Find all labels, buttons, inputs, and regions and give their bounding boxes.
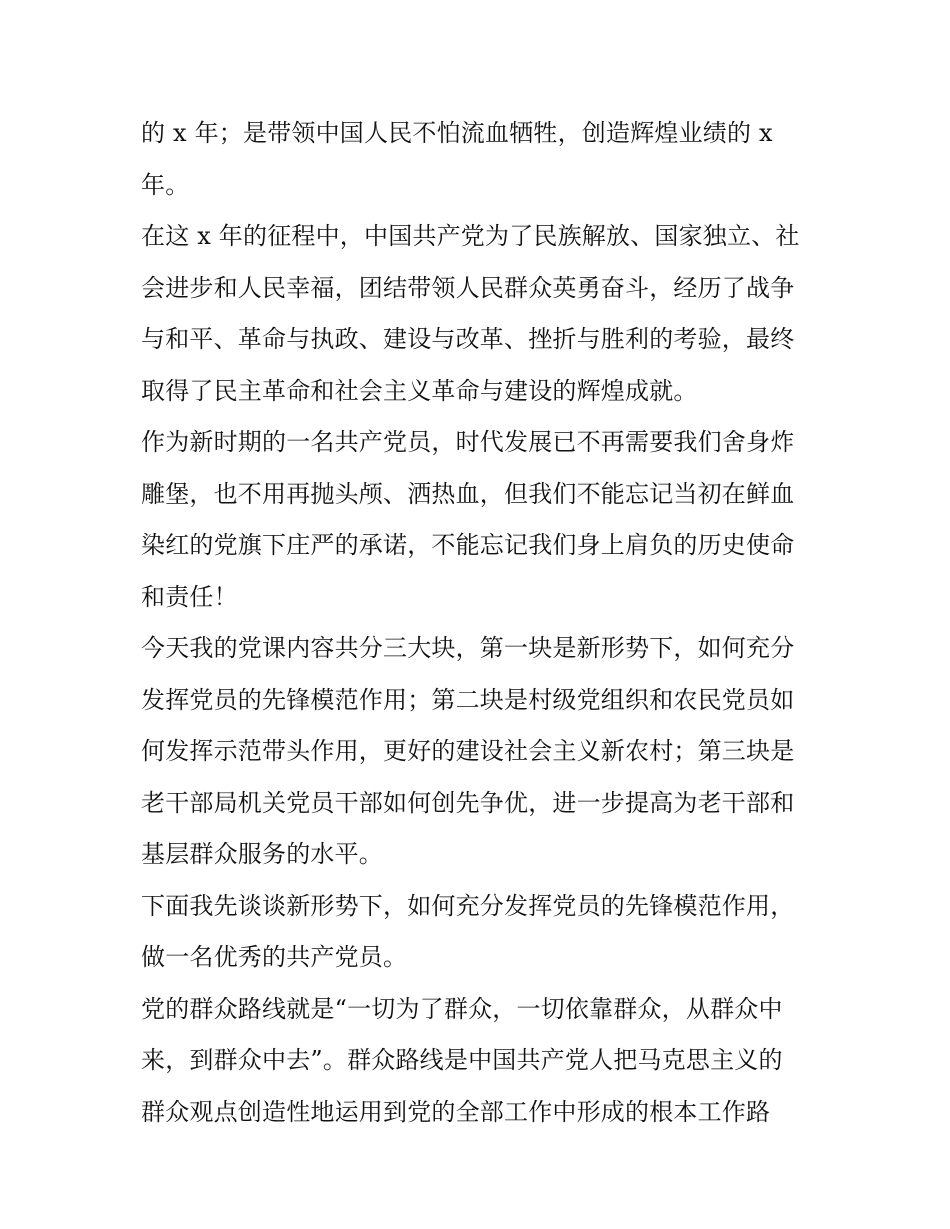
text-line: 发挥党员的先锋模范作用；第二块是村级党组织和农民党员如 [141,685,795,714]
text-line: 老干部局机关党员干部如何创先争优，进一步提高为老干部和 [141,788,795,817]
text-line: 会进步和人民幸福，团结带领人民群众英勇奋斗，经历了战争 [141,273,795,302]
text-line: 党的群众路线就是“一切为了群众，一切依靠群众，从群众中 [141,994,783,1023]
text-line: 雕堡，也不用再抛头颅、洒热血，但我们不能忘记当初在鲜血 [141,479,795,508]
text-line: 来，到群众中去”。群众路线是中国共产党人把马克思主义的 [141,1046,783,1074]
text-line: 做一名优秀的共产党员。 [141,943,408,971]
text-line: 何发挥示范带头作用，更好的建设社会主义新农村；第三块是 [141,737,795,765]
text-line: 和责任！ [141,582,238,611]
text-line: 今天我的党课内容共分三大块，第一块是新形势下，如何充分 [141,634,795,662]
text-line: 年。 [141,170,190,199]
text-line: 基层群众服务的水平。 [141,840,383,868]
text-line: 与和平、革命与执政、建设与改革、挫折与胜利的考验，最终 [141,325,795,353]
text-line: 在这 x 年的征程中，中国共产党为了民族解放、国家独立、社 [141,222,800,250]
text-line: 群众观点创造性地运用到党的全部工作中形成的根本工作路 [141,1097,771,1126]
text-line: 下面我先谈谈新形势下，如何充分发挥党员的先锋模范作用， [141,891,795,920]
text-line: 的 x 年；是带领中国人民不怕流血牺牲，创造辉煌业绩的 x [141,119,773,147]
text-line: 取得了民主革命和社会主义革命与建设的辉煌成就。 [141,376,698,405]
body-text [141,108,821,1138]
text-line: 作为新时期的一名共产党员，时代发展已不再需要我们舍身炸 [141,428,795,456]
text-line: 染红的党旗下庄严的承诺，不能忘记我们身上肩负的历史使命 [141,531,795,559]
